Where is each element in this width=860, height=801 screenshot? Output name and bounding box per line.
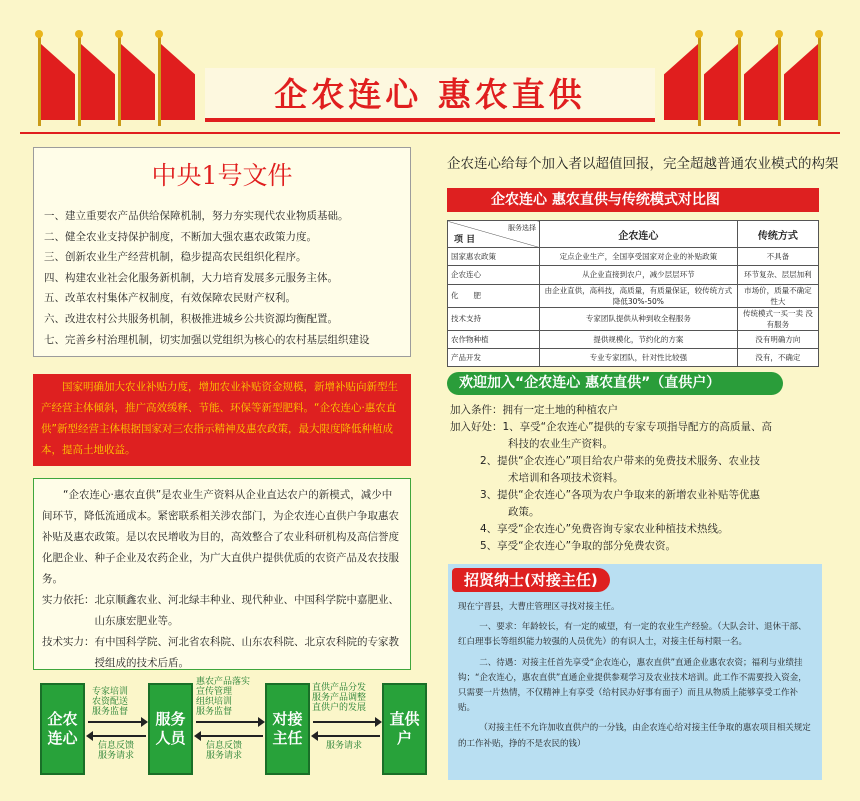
flow-box-staff: 服务人员: [148, 683, 193, 775]
banner: [205, 68, 655, 122]
condition-value: 拥有一定土地的种植农户: [502, 404, 618, 416]
list-item: 五、改革农村集体产权制度，有效保障农民财产权利。: [44, 292, 296, 305]
join-benefit-1: [450, 419, 830, 436]
flow-box-director: 对接主任: [265, 683, 310, 775]
benefit-label: 加入好处：: [450, 421, 503, 433]
list-item: 一、建立重要农产品供给保障机制，努力夯实现代农业物质基础。: [44, 210, 349, 222]
row-item: 化 肥: [448, 284, 540, 307]
flow-label: 惠农产品落实 宣传管理 组织培训 服务监督: [196, 677, 251, 717]
list-item: 七、完善乡村治理机制，切实加强以党组织为核心的农村基层组织建设: [44, 333, 370, 346]
flow-label: 信息反馈 服务请求: [206, 741, 243, 761]
flow-label: 信息反馈 服务请求: [98, 741, 135, 761]
row-value-a: 定点企业生产，全国享受国家对企业的补贴政策: [540, 248, 738, 266]
flow-label: 服务请求: [326, 741, 363, 751]
document-title: 中央1号文件: [151, 161, 293, 190]
table-row: [448, 284, 819, 307]
table-header-row: [448, 221, 819, 248]
column-header: 传统方式: [737, 221, 818, 248]
benefit-cont: 政策。: [508, 506, 540, 518]
flow-label: 直供产品分发 服务产品调整 直供户的发展: [312, 683, 367, 713]
tech-label: 技术实力：: [42, 636, 95, 648]
corner-cell: [448, 221, 540, 248]
row-value-b: 环节复杂、层层加利: [737, 266, 818, 284]
benefit-text: 4、享受“企农连心”免费咨询专家农业种植技术热线。: [480, 523, 729, 535]
basis-label: 实力依托：: [42, 594, 95, 606]
table-row: [448, 330, 819, 348]
arrow-left-icon: [196, 735, 263, 737]
flow-label: 专家培训 农资配送 服务监督: [92, 687, 129, 717]
policy-text: 国家明确加大农业补贴力度，增加农业补贴资金规模，新增补贴向新型生产经营主体倾斜，推广高效缓释、节能、环保等新型肥料。“企农连心·惠农直供”新型经营主体根据国家对三农指示精神及惠农政策，最大限度降低种植成本，提高土地收益。: [33, 374, 411, 466]
recruit-requirements: 一、要求：年龄较长，有一定的威望，有一定的农业生产经验。（大队会计、退休干部、红白理事长等组织能力较强的人员优先）的有识人士，对接主任每村限一名。: [458, 622, 807, 648]
row-value-b: 不具备: [737, 248, 818, 266]
table-row: [448, 307, 819, 330]
list-item: 四、构建农业社会化服务新机制，大力培育发展多元服务主体。: [44, 271, 338, 284]
benefit-text: 5、享受“企农连心”争取的部分免费农资。: [480, 540, 677, 552]
row-value-a: 专业专家团队，针对性比较强: [540, 348, 738, 366]
row-value-b: 没有明确方向: [737, 330, 818, 348]
recruit-box: [448, 564, 822, 780]
corner-top: 服务选择: [508, 224, 536, 232]
arrow-left-icon: [88, 735, 146, 737]
comparison-header: 企农连心 惠农直供与传统模式对比图: [447, 188, 819, 212]
table-row: [448, 248, 819, 266]
benefit-text: 1、享受“企农连心”提供的专家专项指导配方的高质量、高: [502, 421, 773, 433]
benefit-cont: 术培训和各项技术资料。: [508, 472, 624, 484]
condition-label: 加入条件：: [450, 404, 503, 416]
row-value-a: 由企业直供，高科技，高质量，有质量保证，较传统方式降低30%-50%: [540, 284, 738, 307]
column-header: 企农连心: [540, 221, 738, 248]
list-item: 六、改进农村公共服务机制，积极推进城乡公共资源均衡配置。: [44, 312, 338, 325]
flags-left: [30, 30, 230, 120]
arrow-right-icon: [313, 721, 380, 723]
list-item: 二、健全农业支持保护制度，不断加大强农惠农政策力度。: [44, 230, 317, 243]
arrow-left-icon: [313, 735, 380, 737]
row-value-b: 没有，不确定: [737, 348, 818, 366]
intro-box: [33, 478, 411, 670]
row-value-b: 市场价，质量不确定性大: [737, 284, 818, 307]
join-condition: [450, 402, 830, 419]
list-item: 三、创新农业生产经营机制，稳步提高农民组织化程序。: [44, 251, 307, 264]
document-list: [44, 206, 410, 350]
banner-title: 企农连心 惠农直供: [274, 75, 586, 114]
tech-row: [42, 632, 402, 674]
subtitle: 企农连心给每个加入者以超值回报，完全超越普通农业模式的构架: [447, 156, 839, 172]
corner-bottom: 项 目: [454, 235, 476, 245]
flow-diagram: [20, 675, 420, 785]
row-item: 企农连心: [448, 266, 540, 284]
table-row: [448, 348, 819, 366]
row-value-a: 从企业直接到农户，减少层层环节: [540, 266, 738, 284]
row-value-a: 提供规模化，节约化的方案: [540, 330, 738, 348]
table-row: [448, 266, 819, 284]
join-section: [450, 402, 830, 555]
recruit-title: 招贤纳士(对接主任): [452, 568, 610, 592]
tech-value: 有中国科学院、河北省农科院、山东农科院、北京农科院的专家教授组成的技术后盾。: [94, 636, 399, 669]
flags-right: [650, 30, 850, 120]
row-item: 国家惠农政策: [448, 248, 540, 266]
join-title: 欢迎加入“企农连心 惠农直供”（直供户）: [447, 372, 783, 395]
divider: [20, 132, 840, 134]
benefit-cont: 科技的农业生产资料。: [508, 438, 613, 450]
benefit-text: 2、提供“企农连心”项目给农户带来的免费技术服务、农业技: [480, 455, 761, 467]
recruit-note: （对接主任不允许加收直供户的一分钱，由企农连心给对接主任争取的惠农项目相关规定的工作补贴，挣的不是农民的钱）: [458, 723, 811, 749]
row-item: 农作物种植: [448, 330, 540, 348]
basis-value: 北京顺鑫农业、河北绿丰种业、现代种业、中国科学院中嘉肥业、山东康宏肥业等。: [94, 594, 399, 627]
recruit-benefits: 二、待遇：对接主任首先享受“企农连心，惠农直供”直通企业惠农农资；福利与业绩挂钩；“企农连心，惠农直供”直通企业提供参观学习及农业技术培训。此工作不需要投入资金，只需要一片热情，不仅精神上有享受（给村民办好事有面子）而且从物质上能够享受工作补贴。: [458, 657, 807, 714]
recruit-intro: 现在宁晋县，大曹庄管理区寻找对接主任。: [458, 602, 620, 612]
row-value-b: 传统模式一买一卖 没有服务: [737, 307, 818, 330]
central-document-box: [33, 147, 411, 357]
benefit-text: 3、提供“企农连心”各项为农户争取来的新增农业补贴等优惠: [480, 489, 761, 501]
basis-row: [42, 590, 402, 632]
row-value-a: 专家团队提供从种到收全程服务: [540, 307, 738, 330]
row-item: 技术支持: [448, 307, 540, 330]
arrow-right-icon: [196, 721, 263, 723]
intro-text: “企农连心·惠农直供”是农业生产资料从企业直达农户的新模式，减少中间环节，降低流通成本。紧密联系相关涉农部门，为企农连心直供户争取惠农补贴及惠农政策。是以农民增收为目的，高效整合了农业科研机构及高信誉度化肥企业、种子企业及农药企业，为广大直供户提供优质的农资产品及农技服务。: [42, 489, 399, 585]
arrow-right-icon: [88, 721, 146, 723]
row-item: 产品开发: [448, 348, 540, 366]
flow-box-household: 直供户: [382, 683, 427, 775]
flow-box-company: 企农连心: [40, 683, 85, 775]
comparison-table: [447, 220, 819, 367]
